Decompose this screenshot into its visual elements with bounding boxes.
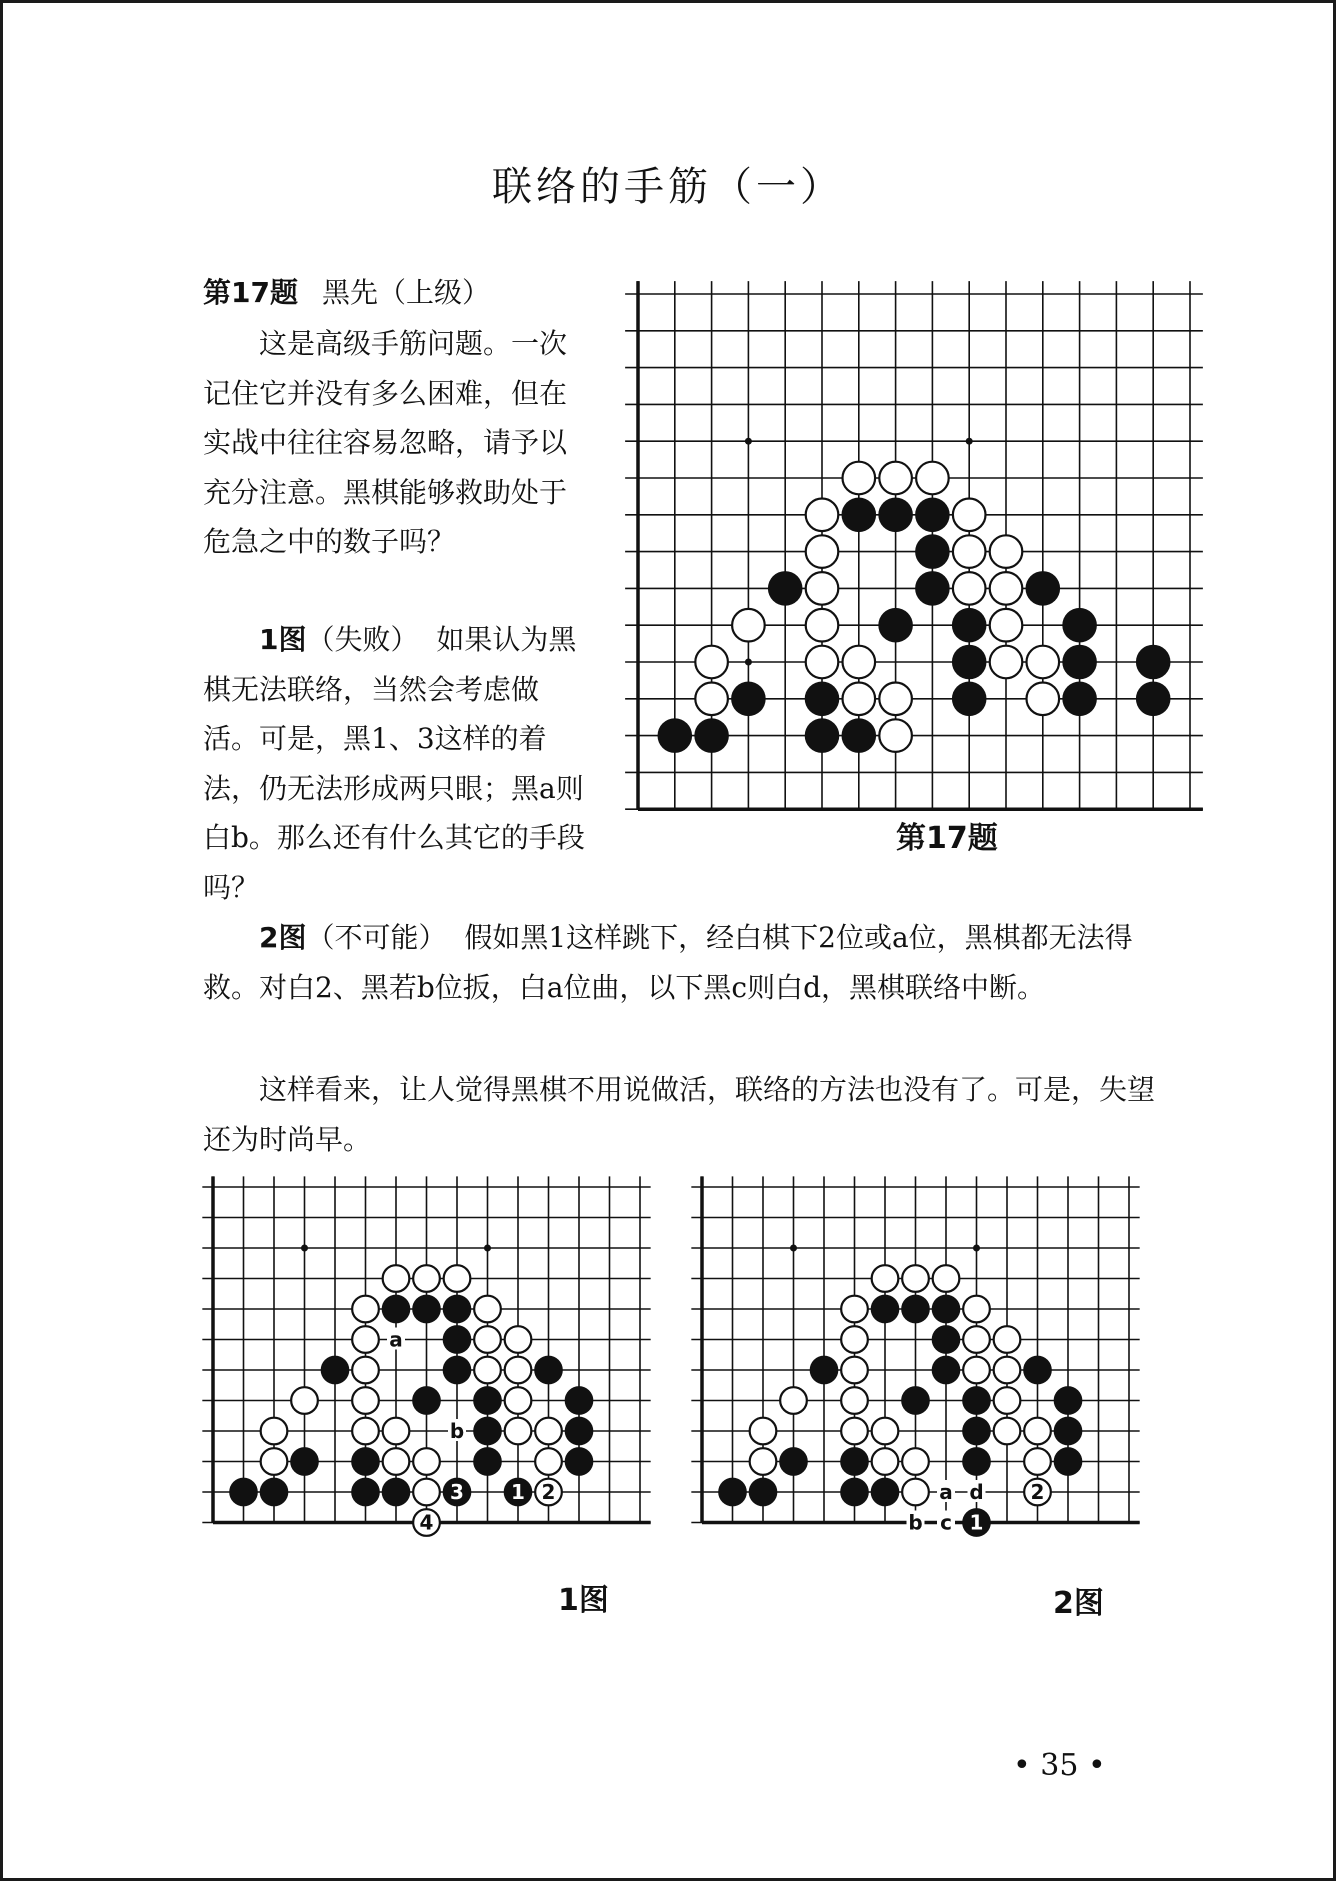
black-stone: [952, 645, 987, 680]
white-stone: [953, 572, 986, 605]
fig1-caption: 1图: [558, 1583, 609, 1618]
white-stone: [505, 1418, 532, 1445]
white-stone: [879, 719, 912, 752]
white-stone: [474, 1296, 501, 1323]
black-stone: [382, 1478, 411, 1507]
star-point: [966, 438, 973, 445]
white-stone: [1027, 683, 1060, 716]
point-letter: b: [908, 1510, 923, 1535]
problem-label: 第17题: [203, 276, 298, 309]
black-stone: [779, 1447, 808, 1476]
black-stone: [842, 718, 877, 753]
fig2-go-diagram: [700, 1178, 1150, 1563]
black-stone: [952, 608, 987, 643]
white-stone: [413, 1448, 440, 1475]
black-stone: [901, 1295, 930, 1324]
white-stone: [963, 1296, 990, 1323]
white-stone: [963, 1326, 990, 1353]
white-stone: [841, 1387, 868, 1414]
black-stone: [915, 498, 950, 533]
fig2-text: 假如黑1这样跳下，经白棋下2位或a位，黑棋都无法得救。对白2、黑若b位扳，白a位曲，以下黑c则白d，黑棋联络中断。: [203, 921, 1133, 1004]
black-stone: [382, 1295, 411, 1324]
black-stone: [878, 608, 913, 643]
white-stone: [902, 1479, 929, 1506]
white-stone: [352, 1357, 379, 1384]
fig1-ref-tag: （失败）: [306, 623, 419, 656]
white-stone: [994, 1418, 1021, 1445]
intro-paragraph: 这是高级手筋问题。一次记住它并没有多么困难，但在实战中往往容易忽略，请予以充分注意。黑棋能够救助处于危急之中的数子吗？: [203, 327, 568, 558]
black-stone: [842, 498, 877, 533]
white-stone: [750, 1418, 777, 1445]
star-point: [301, 1245, 308, 1252]
problem-go-diagram: [636, 290, 1171, 790]
move-number: 2: [1030, 1480, 1045, 1504]
conclusion-paragraph: 这样看来，让人觉得黑棋不用说做活，联络的方法也没有了。可是，失望还为时尚早。: [203, 1073, 1156, 1156]
black-stone: [768, 571, 803, 606]
white-stone: [953, 535, 986, 568]
white-stone: [474, 1326, 501, 1353]
fig1-text: 如果认为黑棋无法联络，当然会考虑做活。可是，黑1、3这样的着法，仍无法形成两只眼；黑a则白b。那么还有什么其它的手段吗？: [203, 623, 585, 904]
black-stone: [731, 682, 766, 717]
black-stone: [229, 1478, 258, 1507]
white-stone: [990, 572, 1023, 605]
white-stone: [841, 1296, 868, 1323]
white-stone: [990, 609, 1023, 642]
black-stone: [1054, 1417, 1083, 1446]
white-stone: [843, 462, 876, 495]
white-stone: [413, 1479, 440, 1506]
white-stone: [953, 499, 986, 532]
black-stone: [412, 1386, 441, 1415]
black-stone: [1054, 1386, 1083, 1415]
black-stone: [871, 1478, 900, 1507]
move-number: 4: [419, 1510, 434, 1535]
black-stone: [805, 682, 840, 717]
black-stone: [290, 1447, 319, 1476]
white-stone: [695, 683, 728, 716]
white-stone: [806, 499, 839, 532]
problem-heading: [203, 271, 490, 311]
black-stone: [878, 498, 913, 533]
white-stone: [902, 1265, 929, 1292]
black-stone: [443, 1325, 472, 1354]
black-stone: [1062, 608, 1097, 643]
white-stone: [1027, 646, 1060, 679]
white-stone: [902, 1448, 929, 1475]
black-stone: [351, 1478, 380, 1507]
fig1-paragraph: [203, 615, 593, 912]
white-stone: [843, 683, 876, 716]
white-stone: [505, 1326, 532, 1353]
black-stone: [473, 1386, 502, 1415]
white-stone: [352, 1296, 379, 1323]
black-stone: [1054, 1447, 1083, 1476]
white-stone: [806, 572, 839, 605]
white-stone: [1024, 1418, 1051, 1445]
white-stone: [994, 1357, 1021, 1384]
black-stone: [260, 1478, 289, 1507]
fig2-ref-tag: （不可能）: [306, 921, 447, 954]
white-stone: [841, 1326, 868, 1353]
black-stone: [658, 718, 693, 753]
problem-caption: 第17题: [896, 821, 998, 856]
white-stone: [261, 1448, 288, 1475]
white-stone: [841, 1357, 868, 1384]
star-point: [790, 1245, 797, 1252]
point-letter: c: [940, 1510, 952, 1535]
black-stone: [534, 1356, 563, 1385]
black-stone: [694, 718, 729, 753]
black-stone: [473, 1417, 502, 1446]
white-stone: [994, 1326, 1021, 1353]
white-stone: [916, 462, 949, 495]
white-stone: [780, 1387, 807, 1414]
white-stone: [444, 1265, 471, 1292]
move-number: 2: [541, 1480, 556, 1504]
white-stone: [990, 646, 1023, 679]
white-stone: [872, 1448, 899, 1475]
white-stone: [843, 646, 876, 679]
white-stone: [806, 535, 839, 568]
white-stone: [535, 1418, 562, 1445]
point-letter: b: [449, 1419, 465, 1443]
white-stone: [413, 1265, 440, 1292]
black-stone: [932, 1325, 961, 1354]
black-stone: [962, 1447, 991, 1476]
page-title: 联络的手筋（一）: [492, 164, 844, 210]
black-stone: [1026, 571, 1061, 606]
black-stone: [351, 1447, 380, 1476]
fig1-ref-label: 1图: [259, 623, 307, 656]
black-stone: [1136, 645, 1171, 680]
move-number: 1: [511, 1480, 525, 1504]
white-stone: [352, 1387, 379, 1414]
black-stone: [565, 1447, 594, 1476]
white-stone: [1024, 1448, 1051, 1475]
black-stone: [805, 718, 840, 753]
white-stone: [806, 646, 839, 679]
star-point: [484, 1245, 491, 1252]
white-stone: [841, 1418, 868, 1445]
point-letter: a: [939, 1480, 953, 1504]
white-stone: [474, 1357, 501, 1384]
black-stone: [915, 571, 950, 606]
page-number: • 35 •: [1013, 1748, 1106, 1783]
black-stone: [810, 1356, 839, 1385]
white-stone: [963, 1357, 990, 1384]
point-letter: d: [969, 1480, 984, 1504]
white-stone: [933, 1265, 960, 1292]
black-stone: [443, 1295, 472, 1324]
white-stone: [872, 1265, 899, 1292]
white-stone: [291, 1387, 318, 1414]
black-stone: [565, 1417, 594, 1446]
black-stone: [952, 682, 987, 717]
white-stone: [383, 1265, 410, 1292]
black-stone: [840, 1478, 869, 1507]
black-stone: [962, 1417, 991, 1446]
black-stone: [962, 1386, 991, 1415]
black-stone: [901, 1386, 930, 1415]
black-stone: [412, 1295, 441, 1324]
black-stone: [718, 1478, 747, 1507]
black-stone: [321, 1356, 350, 1385]
white-stone: [994, 1387, 1021, 1414]
black-stone: [1062, 645, 1097, 680]
black-stone: [1062, 682, 1097, 717]
white-stone: [990, 535, 1023, 568]
black-stone: [473, 1447, 502, 1476]
fig2-ref-label: 2图: [259, 921, 307, 954]
black-stone: [749, 1478, 778, 1507]
white-stone: [879, 683, 912, 716]
star-point: [745, 659, 752, 666]
white-stone: [872, 1418, 899, 1445]
fig2-caption: 2图: [1053, 1586, 1104, 1621]
white-stone: [695, 646, 728, 679]
black-stone: [932, 1356, 961, 1385]
point-letter: a: [389, 1327, 403, 1352]
black-stone: [871, 1295, 900, 1324]
white-stone: [732, 609, 765, 642]
star-point: [973, 1245, 980, 1252]
black-stone: [565, 1386, 594, 1415]
black-stone: [1023, 1356, 1052, 1385]
white-stone: [261, 1418, 288, 1445]
star-point: [745, 438, 752, 445]
white-stone: [383, 1418, 410, 1445]
fig1-go-diagram: [211, 1178, 661, 1563]
white-stone: [806, 609, 839, 642]
problem-condition: 黑先（上级）: [321, 276, 490, 309]
black-stone: [840, 1447, 869, 1476]
white-stone: [535, 1448, 562, 1475]
white-stone: [505, 1357, 532, 1384]
black-stone: [915, 534, 950, 569]
white-stone: [750, 1448, 777, 1475]
white-stone: [352, 1418, 379, 1445]
move-number: 3: [450, 1480, 464, 1504]
black-stone: [443, 1356, 472, 1385]
white-stone: [383, 1448, 410, 1475]
black-stone: [1136, 682, 1171, 717]
fig2-paragraph: [203, 913, 1173, 1012]
black-stone: [932, 1295, 961, 1324]
white-stone: [505, 1387, 532, 1414]
white-stone: [352, 1326, 379, 1353]
white-stone: [879, 462, 912, 495]
move-number: 1: [969, 1510, 984, 1535]
